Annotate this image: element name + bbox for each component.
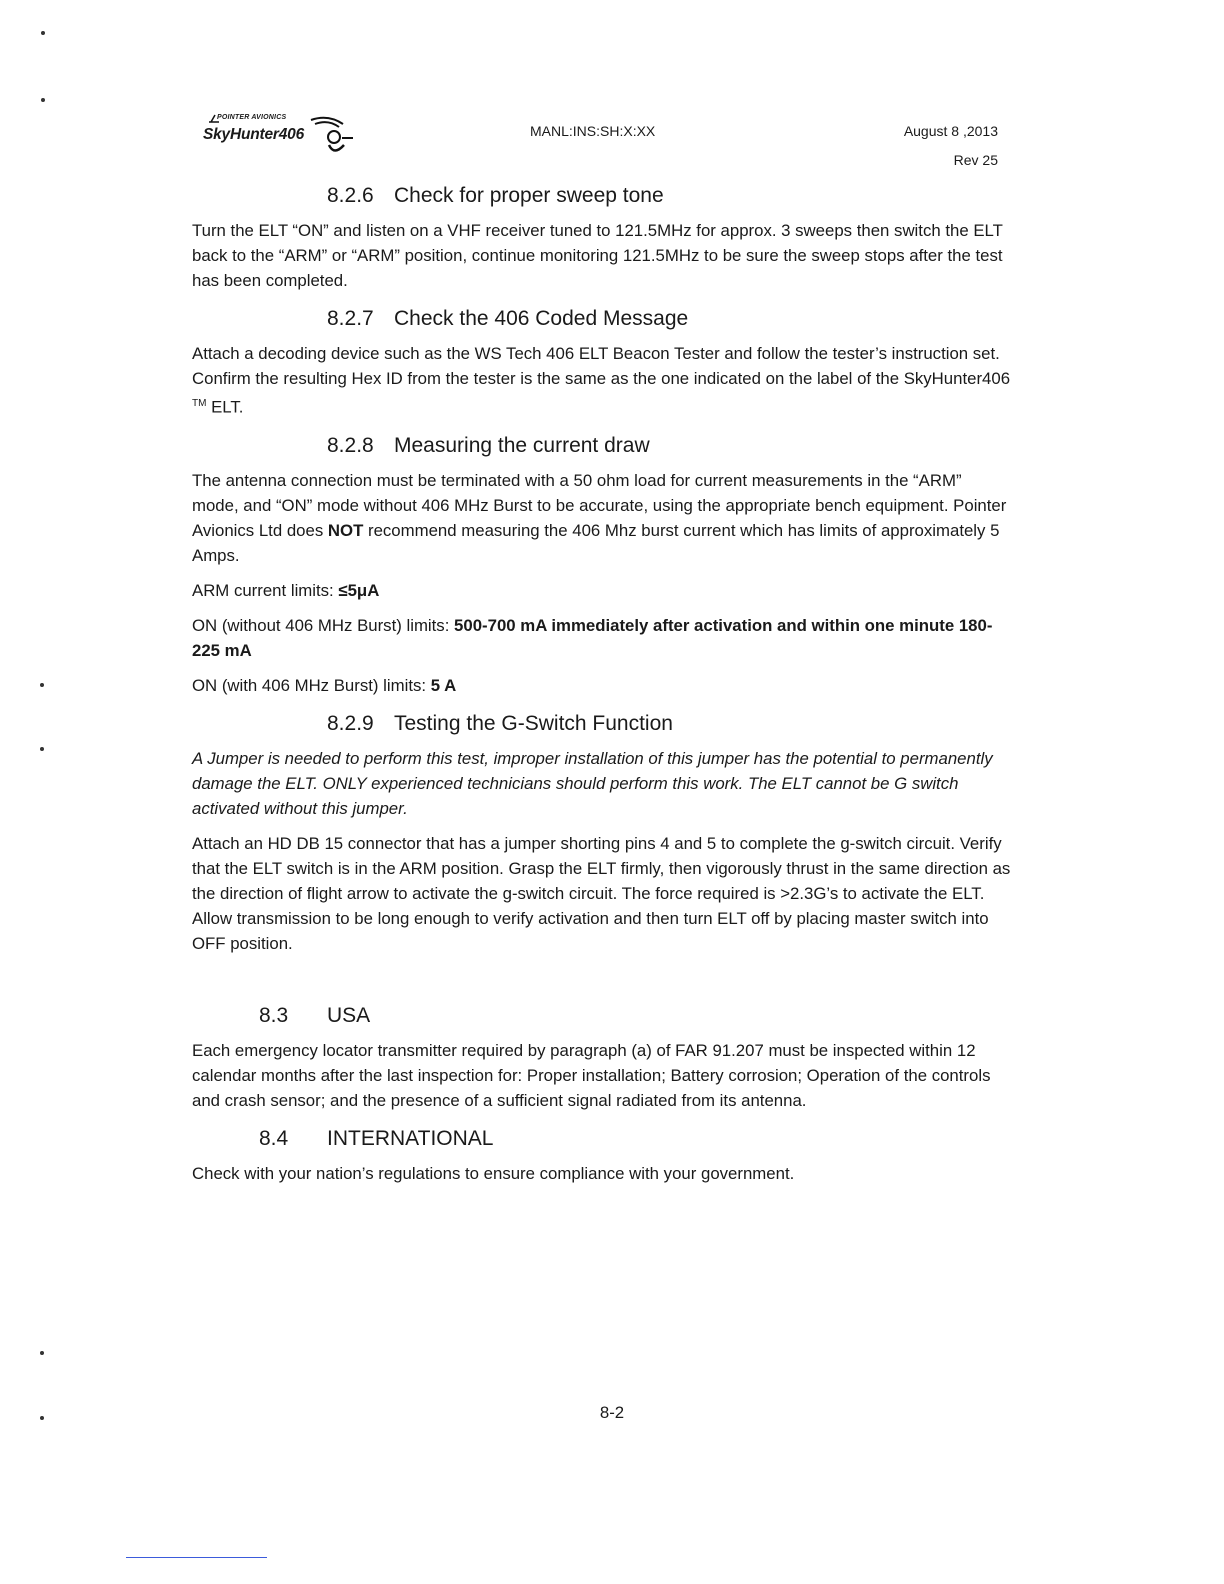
limit-label: ON (without 406 MHz Burst) limits:	[192, 615, 455, 635]
limit-label: ARM current limits:	[192, 580, 339, 600]
section-number: 8.2.9	[327, 711, 374, 735]
section-title: USA	[327, 1003, 371, 1027]
section-title: Check for proper sweep tone	[394, 184, 664, 207]
paragraph-international: Check with your nation’s regulations to ensure compliance with your government.	[192, 1163, 795, 1183]
text-run: The antenna connection must be terminated with a 50 ohm load for current measurements in the “ARM” mode, and “ON” mode without 406 MHz Burst to be accurate, using the appropriate bench equipment. Pointer Avionics Ltd does	[192, 470, 1007, 540]
section-number: 8.2.7	[327, 307, 374, 330]
limit-value: 500-700 mA immediately after activation and within one minute 180-225 mA	[192, 615, 993, 660]
document-id: MANL:INS:SH:X:XX	[530, 123, 656, 139]
document-revision: Rev 25	[953, 152, 998, 168]
on-current-limit	[192, 613, 1012, 663]
heading-8-2-6	[192, 180, 1012, 218]
document-date: August 8 ,2013	[903, 123, 998, 139]
emphasis-text: NOT	[327, 520, 364, 540]
limit-label: ON (with 406 MHz Burst) limits:	[192, 675, 431, 695]
limit-value: ≤5μA	[338, 580, 380, 600]
section-number: 8.4	[259, 1126, 289, 1150]
scan-speck	[40, 1416, 44, 1420]
page-number: 8-2	[599, 1403, 625, 1422]
text-run: recommend measuring the 406 Mhz burst current which has limits of approximately 5 Amps.	[192, 520, 1000, 565]
company-logo	[203, 112, 353, 160]
heading-8-2-7	[192, 303, 1012, 341]
scan-speck	[41, 98, 45, 102]
section-number: 8.2.6	[327, 184, 374, 207]
paragraph-current-draw	[192, 468, 1012, 568]
scan-speck	[40, 683, 44, 687]
section-title: Testing the G-Switch Function	[394, 711, 673, 735]
jumper-warning: A Jumper is needed to perform this test, improper installation of this jumper has the potential to permanently damage the ELT. ONLY experienced technicians should perform this work. The ELT cannot be G switch activated without this jumper.	[192, 748, 993, 818]
spacer	[192, 966, 1012, 1000]
scan-speck	[40, 747, 44, 751]
scan-speck	[40, 1351, 44, 1355]
paragraph-g-switch: Attach an HD DB 15 connector that has a jumper shorting pins 4 and 5 to complete the g-switch circuit. Verify that the ELT switch is in the ARM position. Grasp the ELT firmly, then vigorously thrust in the same direction as the direction of flight arrow to activate the g-switch circuit. The force required is >2.3G’s to activate the ELT. Allow transmission to be long enough to verify activation and then turn ELT off by placing master switch into OFF position.	[192, 833, 1011, 953]
scan-speck	[41, 31, 45, 35]
document-body	[192, 180, 1012, 1196]
logo-company-text: POINTER AVIONICS	[217, 114, 287, 121]
heading-8-3	[192, 1000, 1012, 1038]
paragraph-usa: Each emergency locator transmitter required by paragraph (a) of FAR 91.207 must be inspected within 12 calendar months after the last inspection for: Proper installation; Battery corrosion; Operation of the controls and crash sensor; and the presence of a sufficient signal radiated from its antenna.	[192, 1040, 991, 1110]
section-title: INTERNATIONAL	[327, 1126, 494, 1150]
section-number: 8.2.8	[327, 433, 374, 457]
limit-value: 5 A	[430, 675, 457, 695]
text-run: Attach a decoding device such as the WS Tech 406 ELT Beacon Tester and follow the tester’s instruction set. Confirm the resulting Hex ID from the tester is the same as the one indicated on the label of the SkyHunter406	[192, 344, 1011, 388]
paragraph-sweep-tone: Turn the ELT “ON” and listen on a VHF receiver tuned to 121.5MHz for approx. 3 sweeps then switch the ELT back to the “ARM” or “ARM” position, continue monitoring 121.5MHz to be sure the sweep stops after the test has been completed.	[192, 221, 1003, 290]
heading-8-4	[192, 1123, 1012, 1161]
heading-8-2-8	[192, 430, 1012, 468]
arm-current-limit	[192, 578, 1012, 603]
logo-product-text: SkyHunter406	[203, 126, 304, 143]
section-title: Measuring the current draw	[394, 433, 650, 457]
text-run: ELT.	[206, 397, 244, 417]
burst-current-limit	[192, 673, 1012, 698]
section-number: 8.3	[259, 1003, 289, 1027]
section-title: Check the 406 Coded Message	[394, 307, 689, 330]
paragraph-coded-message	[192, 341, 1012, 420]
footer-rule	[126, 1557, 267, 1558]
heading-8-2-9	[192, 708, 1012, 746]
trademark-mark: TM	[192, 398, 207, 409]
